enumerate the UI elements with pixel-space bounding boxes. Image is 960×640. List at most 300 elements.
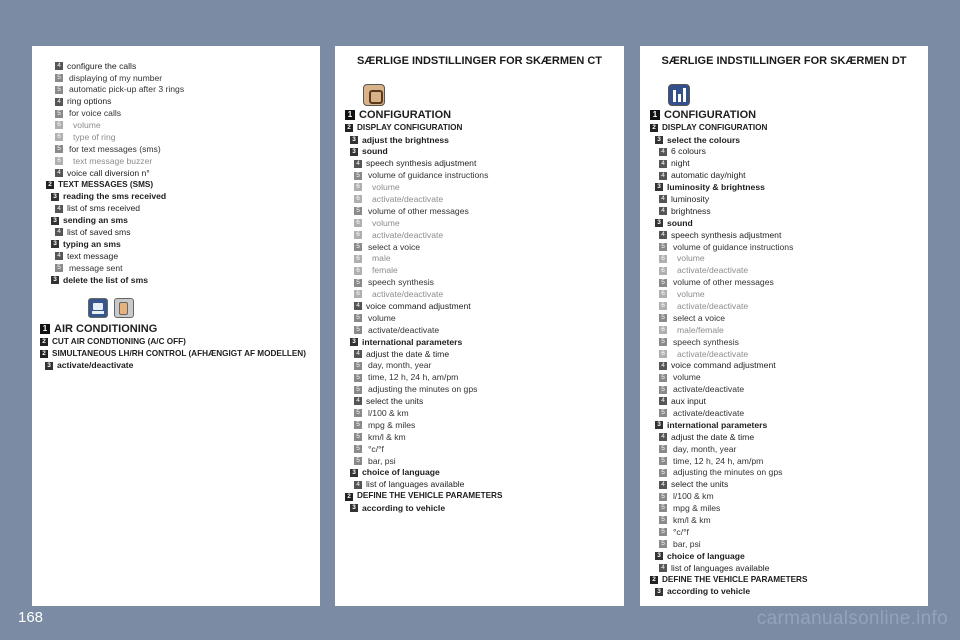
level-badge: 6 [659, 350, 667, 358]
level-badge: 6 [354, 183, 362, 191]
menu-row-level-4 [640, 193, 928, 205]
menu-row-label: male [372, 253, 391, 264]
menu-row-level-3 [640, 586, 928, 598]
screen-dt-icon [668, 84, 690, 106]
menu-row-label: 6 colours [671, 146, 706, 157]
menu-row-label: adjusting the minutes on gps [368, 384, 478, 395]
left-panel [32, 46, 320, 606]
menu-row-level-6 [640, 253, 928, 265]
menu-row-label: according to vehicle [362, 503, 446, 514]
menu-row-level-3 [335, 467, 624, 479]
level-badge: 5 [659, 493, 667, 501]
menu-row-level-2 [640, 122, 928, 134]
menu-row-label: km/l & km [673, 515, 711, 526]
menu-row-label: mpg & miles [673, 503, 721, 514]
menu-row-level-3 [640, 419, 928, 431]
level-badge: 5 [659, 528, 667, 536]
menu-row-label: activate/deactivate [368, 324, 440, 335]
menu-row-level-5 [640, 384, 928, 396]
level-badge: 1 [345, 110, 355, 120]
menu-row-label: volume of guidance instructions [673, 241, 794, 252]
menu-row-label: choice of language [667, 550, 745, 561]
menu-row-level-6 [640, 265, 928, 277]
menu-row-level-4 [335, 348, 624, 360]
level-badge: 3 [655, 136, 663, 144]
level-badge: 3 [350, 148, 358, 156]
level-badge: 5 [354, 433, 362, 441]
menu-row-label: AIR CONDITIONING [54, 322, 158, 335]
menu-row-label: list of languages available [366, 479, 465, 490]
menu-row-level-5 [335, 407, 624, 419]
level-badge: 5 [55, 74, 63, 82]
menu-row-label: CONFIGURATION [664, 108, 757, 121]
level-badge: 6 [354, 255, 362, 263]
level-badge: 5 [354, 243, 362, 251]
level-badge: 4 [659, 148, 667, 156]
menu-row-level-2 [32, 348, 320, 360]
menu-row-label: female [372, 265, 398, 276]
level-badge: 6 [659, 267, 667, 275]
menu-row-level-3 [335, 336, 624, 348]
level-badge: 3 [51, 193, 59, 201]
level-badge: 6 [354, 267, 362, 275]
menu-row-level-5 [640, 372, 928, 384]
level-badge: 2 [650, 124, 658, 132]
menu-row-label: adjust the brightness [362, 134, 449, 145]
menu-row-label: l/100 & km [368, 408, 409, 419]
menu-row-label: list of sms received [67, 203, 141, 214]
level-badge: 6 [659, 326, 667, 334]
level-badge: 5 [659, 540, 667, 548]
menu-row-level-4 [640, 229, 928, 241]
level-badge: 4 [659, 231, 667, 239]
menu-row-level-4 [32, 96, 320, 108]
level-badge: 6 [659, 290, 667, 298]
menu-row-level-5 [335, 277, 624, 289]
menu-row-level-6 [335, 193, 624, 205]
page-number: 168 [18, 609, 44, 626]
level-badge: 6 [659, 255, 667, 263]
air-conditioning-tree [32, 322, 320, 372]
menu-row-level-5 [640, 312, 928, 324]
menu-row-level-6 [32, 155, 320, 167]
screen-ct-icon [363, 84, 385, 106]
level-badge: 4 [55, 169, 63, 177]
menu-row-level-4 [335, 158, 624, 170]
menu-row-label: voice call diversion n° [67, 167, 150, 178]
menu-row-label: activate/deactivate [677, 265, 749, 276]
menu-row-level-4 [335, 300, 624, 312]
menu-row-level-6 [32, 119, 320, 131]
level-badge: 5 [659, 457, 667, 465]
menu-row-level-2 [640, 574, 928, 586]
level-badge: 3 [51, 276, 59, 284]
menu-row-label: bar, psi [673, 538, 701, 549]
menu-row-label: voice command adjustment [671, 360, 776, 371]
menu-row-level-6 [335, 288, 624, 300]
level-badge: 4 [354, 481, 362, 489]
menu-row-level-5 [335, 360, 624, 372]
level-badge: 4 [354, 397, 362, 405]
menu-row-level-5 [335, 443, 624, 455]
menu-row-label: male/female [677, 324, 724, 335]
menu-row-level-5 [640, 241, 928, 253]
menu-row-level-5 [640, 277, 928, 289]
level-badge: 5 [55, 86, 63, 94]
level-badge: 3 [655, 588, 663, 596]
menu-row-level-5 [32, 262, 320, 274]
menu-row-label: DISPLAY CONFIGURATION [662, 122, 768, 132]
level-badge: 5 [354, 445, 362, 453]
level-badge: 5 [55, 110, 63, 118]
menu-row-label: sound [667, 217, 693, 228]
level-badge: 2 [345, 493, 353, 501]
menu-row-label: volume [677, 289, 705, 300]
menu-row-level-2 [32, 179, 320, 191]
menu-row-label: activate/deactivate [372, 229, 444, 240]
level-badge: 4 [659, 172, 667, 180]
level-badge: 3 [350, 469, 358, 477]
level-badge: 2 [345, 124, 353, 132]
menu-row-label: text message [67, 250, 119, 261]
menu-row-label: speech synthesis adjustment [366, 158, 477, 169]
level-badge: 5 [354, 279, 362, 287]
menu-row-label: activate/deactivate [673, 384, 745, 395]
menu-row-label: aux input [671, 396, 706, 407]
level-badge: 4 [659, 160, 667, 168]
menu-row-label: bar, psi [368, 455, 396, 466]
level-badge: 5 [659, 314, 667, 322]
menu-row-label: ring options [67, 96, 112, 107]
level-badge: 3 [350, 136, 358, 144]
level-badge: 3 [655, 421, 663, 429]
level-badge: 5 [659, 374, 667, 382]
level-badge: 4 [659, 481, 667, 489]
menu-row-level-6 [640, 300, 928, 312]
menu-row-label: select a voice [368, 241, 421, 252]
menu-row-label: activate/deactivate [372, 193, 444, 204]
level-badge: 3 [350, 338, 358, 346]
menu-row-level-6 [640, 288, 928, 300]
ct-settings-tree [335, 108, 624, 514]
menu-row-level-5 [640, 538, 928, 550]
menu-row-level-5 [335, 419, 624, 431]
menu-row-label: text message buzzer [73, 155, 153, 166]
menu-row-label: time, 12 h, 24 h, am/pm [368, 372, 459, 383]
menu-row-label: automatic day/night [671, 170, 746, 181]
level-badge: 2 [40, 350, 48, 358]
level-badge: 6 [354, 231, 362, 239]
level-badge: 5 [354, 374, 362, 382]
ct-screen-title: SÆRLIGE INDSTILLINGER FOR SKÆRMEN CT [356, 55, 603, 67]
menu-row-level-4 [640, 146, 928, 158]
menu-row-label: DISPLAY CONFIGURATION [357, 122, 463, 132]
settings-tree-continued [32, 60, 320, 286]
level-badge: 4 [659, 207, 667, 215]
ct-screen-panel [335, 46, 624, 606]
menu-row-label: °c/°f [673, 526, 689, 537]
menu-row-level-3 [32, 191, 320, 203]
level-badge: 4 [55, 228, 63, 236]
menu-row-label: configure the calls [67, 60, 137, 71]
menu-row-level-5 [640, 443, 928, 455]
menu-row-label: km/l & km [368, 431, 406, 442]
menu-row-label: speech synthesis [673, 336, 739, 347]
menu-row-label: day, month, year [673, 443, 737, 454]
menu-row-label: message sent [69, 262, 123, 273]
level-badge: 6 [659, 302, 667, 310]
menu-row-level-3 [32, 215, 320, 227]
level-badge: 3 [655, 552, 663, 560]
level-badge: 5 [354, 326, 362, 334]
menu-row-level-3 [640, 217, 928, 229]
menu-row-label: adjust the date & time [366, 348, 450, 359]
level-badge: 5 [55, 264, 63, 272]
level-badge: 6 [354, 290, 362, 298]
menu-row-level-5 [335, 431, 624, 443]
menu-row-label: DEFINE THE VEHICLE PARAMETERS [662, 574, 808, 584]
level-badge: 1 [650, 110, 660, 120]
dt-settings-tree [640, 108, 928, 598]
menu-row-label: luminosity & brightness [667, 182, 765, 193]
level-badge: 5 [659, 445, 667, 453]
menu-row-label: mpg & miles [368, 419, 416, 430]
menu-row-label: voice command adjustment [366, 301, 471, 311]
level-badge: 4 [659, 564, 667, 572]
menu-row-level-3 [640, 181, 928, 193]
menu-row-label: type of ring [73, 131, 116, 142]
level-badge: 3 [350, 504, 358, 512]
menu-row-level-4 [640, 479, 928, 491]
menu-row-label: SIMULTANEOUS LH/RH CONTROL (AFHÆNGIGT AF MODELLEN) [52, 348, 306, 358]
level-badge: 5 [354, 314, 362, 322]
menu-row-label: l/100 & km [673, 491, 714, 502]
level-badge: 5 [659, 469, 667, 477]
menu-row-level-4 [640, 395, 928, 407]
menu-row-level-5 [335, 455, 624, 467]
level-badge: 4 [55, 205, 63, 213]
menu-row-label: DEFINE THE VEHICLE PARAMETERS [357, 491, 503, 501]
menu-row-level-4 [32, 226, 320, 238]
menu-row-label: choice of language [362, 467, 440, 478]
menu-row-level-1 [32, 322, 320, 336]
level-badge: 6 [354, 195, 362, 203]
menu-row-level-6 [640, 324, 928, 336]
menu-row-level-4 [640, 431, 928, 443]
level-badge: 5 [659, 409, 667, 417]
menu-row-label: list of languages available [671, 562, 770, 573]
menu-row-level-4 [32, 250, 320, 262]
climate-control-icon [114, 298, 134, 318]
menu-row-level-6 [32, 131, 320, 143]
menu-row-label: according to vehicle [667, 586, 751, 597]
menu-row-label: select the colours [667, 134, 741, 145]
menu-row-level-5 [32, 84, 320, 96]
menu-row-label: volume of other messages [368, 205, 469, 216]
menu-row-level-6 [335, 265, 624, 277]
menu-row-label: volume of guidance instructions [368, 170, 489, 181]
level-badge: 2 [650, 576, 658, 584]
level-badge: 5 [659, 243, 667, 251]
menu-row-level-5 [32, 143, 320, 155]
menu-row-label: typing an sms [63, 239, 121, 249]
level-badge: 5 [55, 145, 63, 153]
level-badge: 3 [655, 183, 663, 191]
menu-row-level-4 [640, 158, 928, 170]
level-badge: 2 [40, 338, 48, 346]
level-badge: 4 [354, 160, 362, 168]
menu-row-level-3 [32, 360, 320, 372]
level-badge: 2 [46, 181, 54, 189]
menu-row-label: volume [372, 217, 400, 228]
level-badge: 4 [354, 350, 362, 358]
level-badge: 5 [659, 504, 667, 512]
menu-row-level-5 [640, 407, 928, 419]
menu-row-label: volume of other messages [673, 277, 774, 288]
menu-row-label: adjust the date & time [671, 431, 755, 442]
menu-row-level-3 [335, 134, 624, 146]
level-badge: 4 [659, 195, 667, 203]
level-badge: 5 [354, 207, 362, 215]
menu-row-level-2 [32, 336, 320, 348]
menu-row-label: delete the list of sms [63, 274, 149, 285]
menu-row-label: night [671, 158, 690, 169]
menu-row-label: speech synthesis adjustment [671, 229, 782, 240]
menu-row-label: select a voice [673, 312, 726, 323]
menu-row-level-5 [640, 467, 928, 479]
menu-row-label: brightness [671, 205, 711, 216]
level-badge: 5 [659, 386, 667, 394]
menu-row-label: CUT AIR CONDTIONING (A/C OFF) [52, 336, 186, 346]
menu-row-label: activate/deactivate [673, 408, 745, 419]
menu-row-level-6 [335, 217, 624, 229]
menu-row-label: activate/deactivate [677, 301, 749, 311]
menu-row-level-5 [335, 384, 624, 396]
menu-row-label: for text messages (sms) [69, 143, 161, 154]
menu-row-label: reading the sms received [63, 191, 167, 202]
menu-row-level-5 [335, 324, 624, 336]
menu-row-label: automatic pick-up after 3 rings [69, 84, 185, 95]
menu-row-label: day, month, year [368, 360, 432, 371]
menu-row-level-5 [640, 526, 928, 538]
level-badge: 4 [55, 62, 63, 70]
menu-row-label: sound [362, 146, 388, 157]
level-badge: 4 [354, 302, 362, 310]
menu-row-level-4 [32, 60, 320, 72]
menu-row-level-4 [640, 170, 928, 182]
menu-row-level-3 [32, 274, 320, 286]
menu-row-level-3 [335, 503, 624, 515]
menu-row-label: °c/°f [368, 443, 384, 454]
menu-row-level-6 [640, 348, 928, 360]
menu-row-level-5 [640, 514, 928, 526]
menu-row-level-3 [335, 146, 624, 158]
level-badge: 4 [659, 362, 667, 370]
menu-row-label: international parameters [362, 336, 463, 347]
level-badge: 5 [354, 421, 362, 429]
menu-row-level-5 [32, 72, 320, 84]
menu-row-level-3 [640, 134, 928, 146]
level-badge: 6 [55, 121, 63, 129]
level-badge: 4 [659, 397, 667, 405]
menu-row-level-5 [335, 205, 624, 217]
level-badge: 6 [55, 157, 63, 165]
menu-row-label: TEXT MESSAGES (SMS) [58, 179, 154, 189]
menu-row-label: international parameters [667, 419, 768, 430]
watermark: carmanualsonline.info [756, 608, 948, 629]
level-badge: 4 [659, 433, 667, 441]
level-badge: 5 [659, 338, 667, 346]
menu-row-label: CONFIGURATION [359, 108, 452, 121]
menu-row-level-5 [335, 372, 624, 384]
level-badge: 4 [55, 252, 63, 260]
menu-row-level-4 [335, 479, 624, 491]
menu-row-label: adjusting the minutes on gps [673, 467, 783, 478]
menu-row-level-3 [32, 238, 320, 250]
menu-row-level-1 [335, 108, 624, 122]
level-badge: 1 [40, 324, 50, 334]
menu-row-level-5 [335, 241, 624, 253]
menu-row-level-6 [335, 181, 624, 193]
menu-row-level-5 [32, 108, 320, 120]
menu-row-level-6 [335, 229, 624, 241]
menu-row-label: displaying of my number [69, 72, 163, 83]
menu-row-level-1 [640, 108, 928, 122]
menu-row-level-5 [640, 491, 928, 503]
menu-row-label: volume [372, 182, 400, 193]
menu-row-label: activate/deactivate [57, 360, 134, 371]
menu-row-level-5 [640, 336, 928, 348]
menu-row-level-3 [640, 550, 928, 562]
menu-row-label: for voice calls [69, 108, 122, 119]
level-badge: 6 [354, 219, 362, 227]
menu-row-label: list of saved sms [67, 227, 131, 238]
menu-row-level-5 [335, 170, 624, 182]
level-badge: 5 [659, 516, 667, 524]
menu-row-level-4 [640, 360, 928, 372]
menu-row-level-4 [32, 203, 320, 215]
dt-screen-title: SÆRLIGE INDSTILLINGER FOR SKÆRMEN DT [661, 55, 907, 67]
menu-row-label: volume [677, 253, 705, 264]
level-badge: 3 [51, 240, 59, 248]
menu-row-level-2 [335, 491, 624, 503]
menu-row-label: select the units [671, 479, 729, 490]
level-badge: 5 [354, 172, 362, 180]
menu-row-level-2 [335, 122, 624, 134]
level-badge: 5 [354, 362, 362, 370]
level-badge: 4 [55, 98, 63, 106]
menu-row-level-4 [32, 167, 320, 179]
menu-row-label: activate/deactivate [372, 289, 444, 300]
menu-row-label: luminosity [671, 193, 710, 204]
menu-row-level-5 [640, 503, 928, 515]
menu-row-level-4 [640, 205, 928, 217]
menu-row-level-4 [640, 562, 928, 574]
dt-screen-panel [640, 46, 928, 606]
menu-row-level-5 [335, 312, 624, 324]
level-badge: 5 [354, 386, 362, 394]
menu-row-level-6 [335, 253, 624, 265]
climate-screen-icon [88, 298, 108, 318]
menu-row-label: volume [73, 120, 101, 131]
level-badge: 5 [354, 409, 362, 417]
menu-row-label: time, 12 h, 24 h, am/pm [673, 455, 764, 466]
menu-row-label: volume [673, 372, 701, 383]
menu-row-label: activate/deactivate [677, 348, 749, 359]
level-badge: 6 [55, 133, 63, 141]
menu-row-label: select the units [366, 396, 424, 407]
level-badge: 5 [354, 457, 362, 465]
